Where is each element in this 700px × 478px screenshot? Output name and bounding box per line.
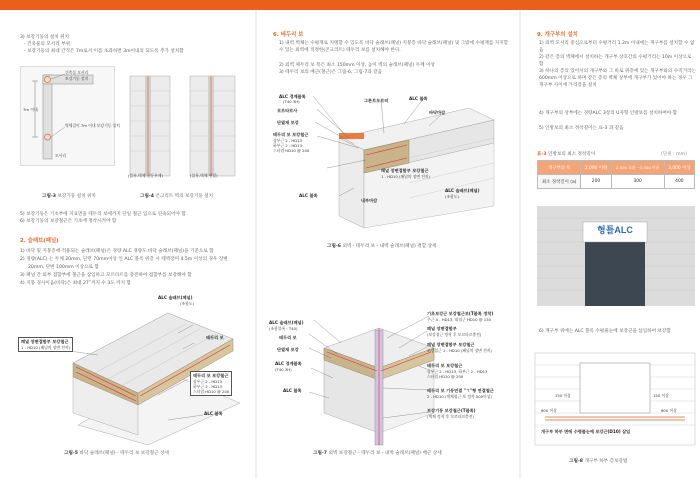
fig7-label-boundary: ALC 경계블록 [275,361,302,366]
fig8-label-150-left: 150 이상 [555,393,571,398]
opening-item-3: 3) 하나의 층의 있어서의 개구부와 그 바로 위층에 있는 개구부와의 수직거리는 600mm 이상으로 하며 같은 층의 벽체 상부에 개구부가 있어야 하는 경우 그 개구부 사이에 가리장을 설치 [539,69,696,88]
fig8-label-600-right: 600 이상 [661,408,677,413]
fig6-label-joint-2: 1 - HD10 (패널의 장변 전직) [381,173,431,179]
fig6-label-joint: 패널 장변접합부 보강철근 [381,168,429,173]
fig5-label-joint-box [18,337,73,352]
slab-item-2b: 20mm, 단변 100mm 이상으로 함 [28,265,99,270]
page-column-1 [0,10,255,478]
slab-item-2: 2) 경량(ALC) 는 두께 20mm, 단면 70mm이상 인 ALC 블록 위층 시 테벽장미 4.5m 이상의 경우 장변 [20,257,228,262]
opening-item-6: 6) 개구부 위에는 ALC 블록 수평줄눈에 보강근을 삽입하여 보강함 [539,329,671,334]
fig5-label-alc: ALC 블록 [204,411,223,416]
fig6-label-rebar-group [273,132,309,153]
figure-8-caption [569,458,627,464]
figure-8-number: 그림-8 [569,459,583,464]
fig6-label-rebar-1: 상부근 2 - HD13 [273,137,303,143]
fig7-label-base: 기초보강근 보강철근보(T블록 정착) [427,311,494,316]
fig5-label-rebar-box [190,371,232,396]
slab-item-1: 1) 바닥 및 지붕층에 적용되는 슬래브(패널)은 경량 ALC 경량도 바닥 슬래브(패널)을 기준으로 함 [20,249,214,254]
table-header-cell: 개구부의 폭 [538,161,581,175]
fig7-label-slab-group [269,320,304,331]
fig6-label-rebar-3: 스터럽 HD10 @ 200 [273,147,310,153]
fig8-label-600-left: 600 이상 [541,408,557,413]
fig7-label-jointrebar-2: 보강철근 1 - HD10 (패널의 장변 전직) [427,347,492,353]
table-cell: 300 [611,175,664,189]
figure-6-caption [327,243,436,249]
item-6-text: 6) 보강기둥의 보강철근은 기초에 정착시켜야 함 [20,219,117,224]
fig8-label-150-right: 150 이상 [653,393,669,398]
fig7-label-beamrebar-3: 스터럽 HD10 @ 200 [427,373,464,379]
figure-5-number: 그림-5 [64,451,78,456]
fig4-label-left: (블록-벽체 공동부재) [128,173,163,178]
lintel-table [537,160,695,189]
fig3-label-corner: 건축물 모서리 [65,70,89,75]
fig7-label-alc: ALC 블록 [283,388,302,393]
fig7-label-beamrebar-group [427,363,487,379]
fig7-label-connector-2: 2 - HD10 (벽체철근 보 정착 500이상) [427,393,492,399]
table-cell: 400 [664,175,694,189]
figure-7-drawing [269,308,511,448]
fig7-label-jointrebar-group [427,342,492,353]
item-3-heading: 3) 보강기둥의 설치 위치 [20,35,70,40]
fig6-label-boundary-block: ALC 경계블록 [279,94,306,99]
fig7-label-connector: 테두리 보 기둥연결 "ㄱ"형 연결철근 [427,388,494,393]
section-9-heading: 9. 개구부의 설치 [537,32,578,38]
figure-6-number: 그림-6 [327,244,341,249]
figure-4-text: 콘크리트 벽의 보강기둥 설치 [155,194,214,199]
table-row-label: 최소 정착길이 (a) [538,175,581,189]
figure-3-text: 보강기둥 설치 위치 [57,194,96,199]
item-5-text: 5) 보강기둥은 기초부에 지표면을 테두리 보에까지 단일 철근 입으로 연속되어야 함 [20,212,186,217]
fig6-label-interior: 내부마감 [361,198,378,203]
fig3-label-wall-length: 벽체길이 7m 이내 보강기둥 설치 [65,123,120,128]
fig7-label-boundary-group [275,361,302,372]
figure-4-drawing [120,66,245,181]
fig3-label-install: 보강기둥 설치 [65,76,89,81]
fig7-label-joint-group [427,326,481,337]
section-6-heading: 6. 테두리 보 [273,32,304,38]
figure-3-number: 그림-3 [42,194,56,199]
figure-6-text: 외벽 - 테두리 보 - 내벽 슬래브(패널) 결합 상세 [342,244,437,249]
fig6-label-slab-2: (조합도) [445,193,459,199]
figure-6-drawing [269,88,511,238]
fig3-label-7m: 7m 이내 [23,107,38,112]
item-3-bullet-2: - 보강기둥의 최대 간격은 7m로서 이를 초과하면 3m이내의 되도록 추가 설치함 [24,49,184,54]
table-cell: 200 [581,175,611,189]
fig7-label-jointrebar: 패널 장변접합부 보강철근 [427,342,475,347]
figure-7-number: 그림-7 [313,451,327,456]
figure-3-drawing [20,66,120,166]
figure-4-number: 그림-4 [140,194,154,199]
table-number: 표-3 [537,152,547,157]
figure-7-text: 외벽 보강철근 - 테두리 보 - 내벽 슬래브(패널) 배근 상세 [328,451,442,456]
table-unit: (단위 : mm) [661,152,687,157]
opening-item-1: 1) 외벽 모서리 중심으로부터 수평거리 1.2m 이내에는 개구부를 설치할 수 없음 [539,41,695,53]
fig6-label-joint-group [381,168,430,179]
fig6-label-insulation: 단열재 보강 [277,120,299,125]
fig5-label-joint-2: 1 - HD10 (패널의 장변 전직) [21,344,71,350]
opening-item-2: 2) 같은 층의 벽체에서 설치하는 개구부 상호간의 수평거리는 10m 이상으로 함 [539,55,692,67]
fig3-label-corner-bottom: 모서리 [55,153,67,158]
fig7-label-joint-2: (보강철근 정착 후 모르타르충전) [427,331,482,337]
fig7-label-beamrebar-2: 상부근 2 - HD13, 하부근 2 - HD13 [427,368,488,374]
beam-item-2: 2) 외벽 체두리 보 폭은 최소 150mm 이상, 높이 벽의 슬래브(패널) 두께 이상 [279,63,435,68]
figure-5-caption [64,450,169,456]
opening-item-4: 4) 개구부의 상부에는 경량ALC 3장의 U자형 인방보를 설치하여야 함 [539,111,678,116]
fig8-note: 개구부 하부 면에 수평줄눈에 보강근(D10) 삽입 [541,429,631,434]
fig6-label-slab-group [445,188,480,199]
fig7-label-column-group [427,408,476,419]
page-column-3 [521,10,700,478]
fig6-label-rebar: 테두리 보 보강철근 [273,132,309,137]
opening-item-5: 5) 인방보의 최소 정착길이는 표-3 과 같음 [539,126,624,131]
fig7-label-slab-2: (조합블록 : T40) [269,325,298,331]
fig7-label-beamrebar: 테두리 보 보강철근 [427,363,463,368]
section-2-heading: 2. 슬래브(패널) [20,238,59,244]
table-header-cell: 2,000 이하 [581,161,611,175]
fig6-label-grout: 그론트모르터 [364,98,389,103]
fig5-label-rebar-1: 상부근 2 - HD13 [193,378,223,384]
fig5-label-rebar-2: 하부근 2 - HD13 [193,383,223,389]
table-header-row [538,161,695,175]
fig6-label-rebar-2: 하부근 2 - HD13 [273,142,303,148]
fig5-label-joint: 패널 장변접합부 보강철근 [21,339,69,344]
fig7-label-connector-group [427,388,494,399]
fig4-label-right: (블록-벽체 연결) [190,173,218,178]
table-title-text: 인방보의 최소 정착길이 [548,152,596,157]
lintel-image [537,206,695,306]
figure-5-drawing [18,295,250,445]
page-column-2 [257,10,519,478]
figure-8-text: 개구부 하부 층보강법 [584,459,628,464]
beam-item-1: 1) 내력 벽체는 수평재로 지탱할 수 있도록 바닥 슬래브(패널) 지붕층 바닥 슬래브(패널) 및 그밖에 수평재를 지지할 수 있는 외벽에 적정한(콘크리트) 테두리 보를 설치해야 한다. [279,41,509,53]
table-header-cell: 2,000 초과 ~3,000 이하 [611,161,664,175]
fig6-label-alc-bottom: ALC 블록 [299,193,318,198]
table-row [538,175,695,189]
beam-item-3: 3) 테두리 보의 배근(철근)은 그림-6, 그림-7과 같음 [279,70,383,75]
table-title [537,151,595,158]
fig6-label-slab: ALC 슬래브(패널) [445,188,480,193]
fig5-label-beam: 테두리 보 [206,335,224,340]
slab-item-3: 3) 패널 간 외부 접합부에 철근을 삽입하고 모르타르를 충전하여 접합부를 보강해야 함 [20,273,192,278]
fig7-label-column: 보강기둥 보강철근(T블록) [427,408,476,413]
fig5-label-panel: ALC 슬래브(패널) [158,295,193,300]
fig5-label-rebar-3: 스터럽 HD10 @ 200 [193,388,230,394]
fig6-label-floor-finish: 바닥마감 [429,110,446,115]
table-header-cell: 3,000 이상 [664,161,694,175]
fig5-label-panel-2: (조합도) [180,301,194,306]
figure-5-text: 바닥 슬래브(패널) - 테두리 보 보강철근 상세 [79,451,169,456]
item-3-bullet-1: - 건축물의 모서리 부위 [24,42,70,47]
fig5-label-rebar: 테두리 보 보강철근 [193,373,229,378]
fig7-label-column-2: (벽체 정착 후 모르타르충전) [427,413,474,419]
top-accent-bar [0,0,700,10]
fig7-label-base-2: 주근 4 - HD13, 띠철근 HD10 @ 150 [427,316,492,322]
fig7-label-base-group [427,311,493,322]
fig7-label-slab: ALC 슬래브(패널) [269,320,304,325]
figure-3-caption [42,193,96,199]
fig7-label-joint: 패널 장변접합부 [427,326,457,331]
fig7-label-insulation: 단열재 보강 [277,347,299,352]
fig7-label-boundary-2: (T40 3H) [275,366,292,372]
figure-8-drawing [535,353,695,445]
figure-4-caption [140,193,213,199]
fig6-label-mortar: 모르타르사 [277,108,298,113]
fig6-label-alc-top: ALC 블록 [409,96,428,101]
figure-7-caption [313,450,442,456]
fig7-label-beam: 테두리 보 [279,335,297,340]
fig6-label-boundary-block-2: (T40 3H) [283,99,300,104]
lintel-label: 형틀ALC [597,225,633,235]
slab-item-4: 4) 지붕 경사이음(바닥)은 최대 27˚까지 수 3도 까지 함 [20,281,131,286]
